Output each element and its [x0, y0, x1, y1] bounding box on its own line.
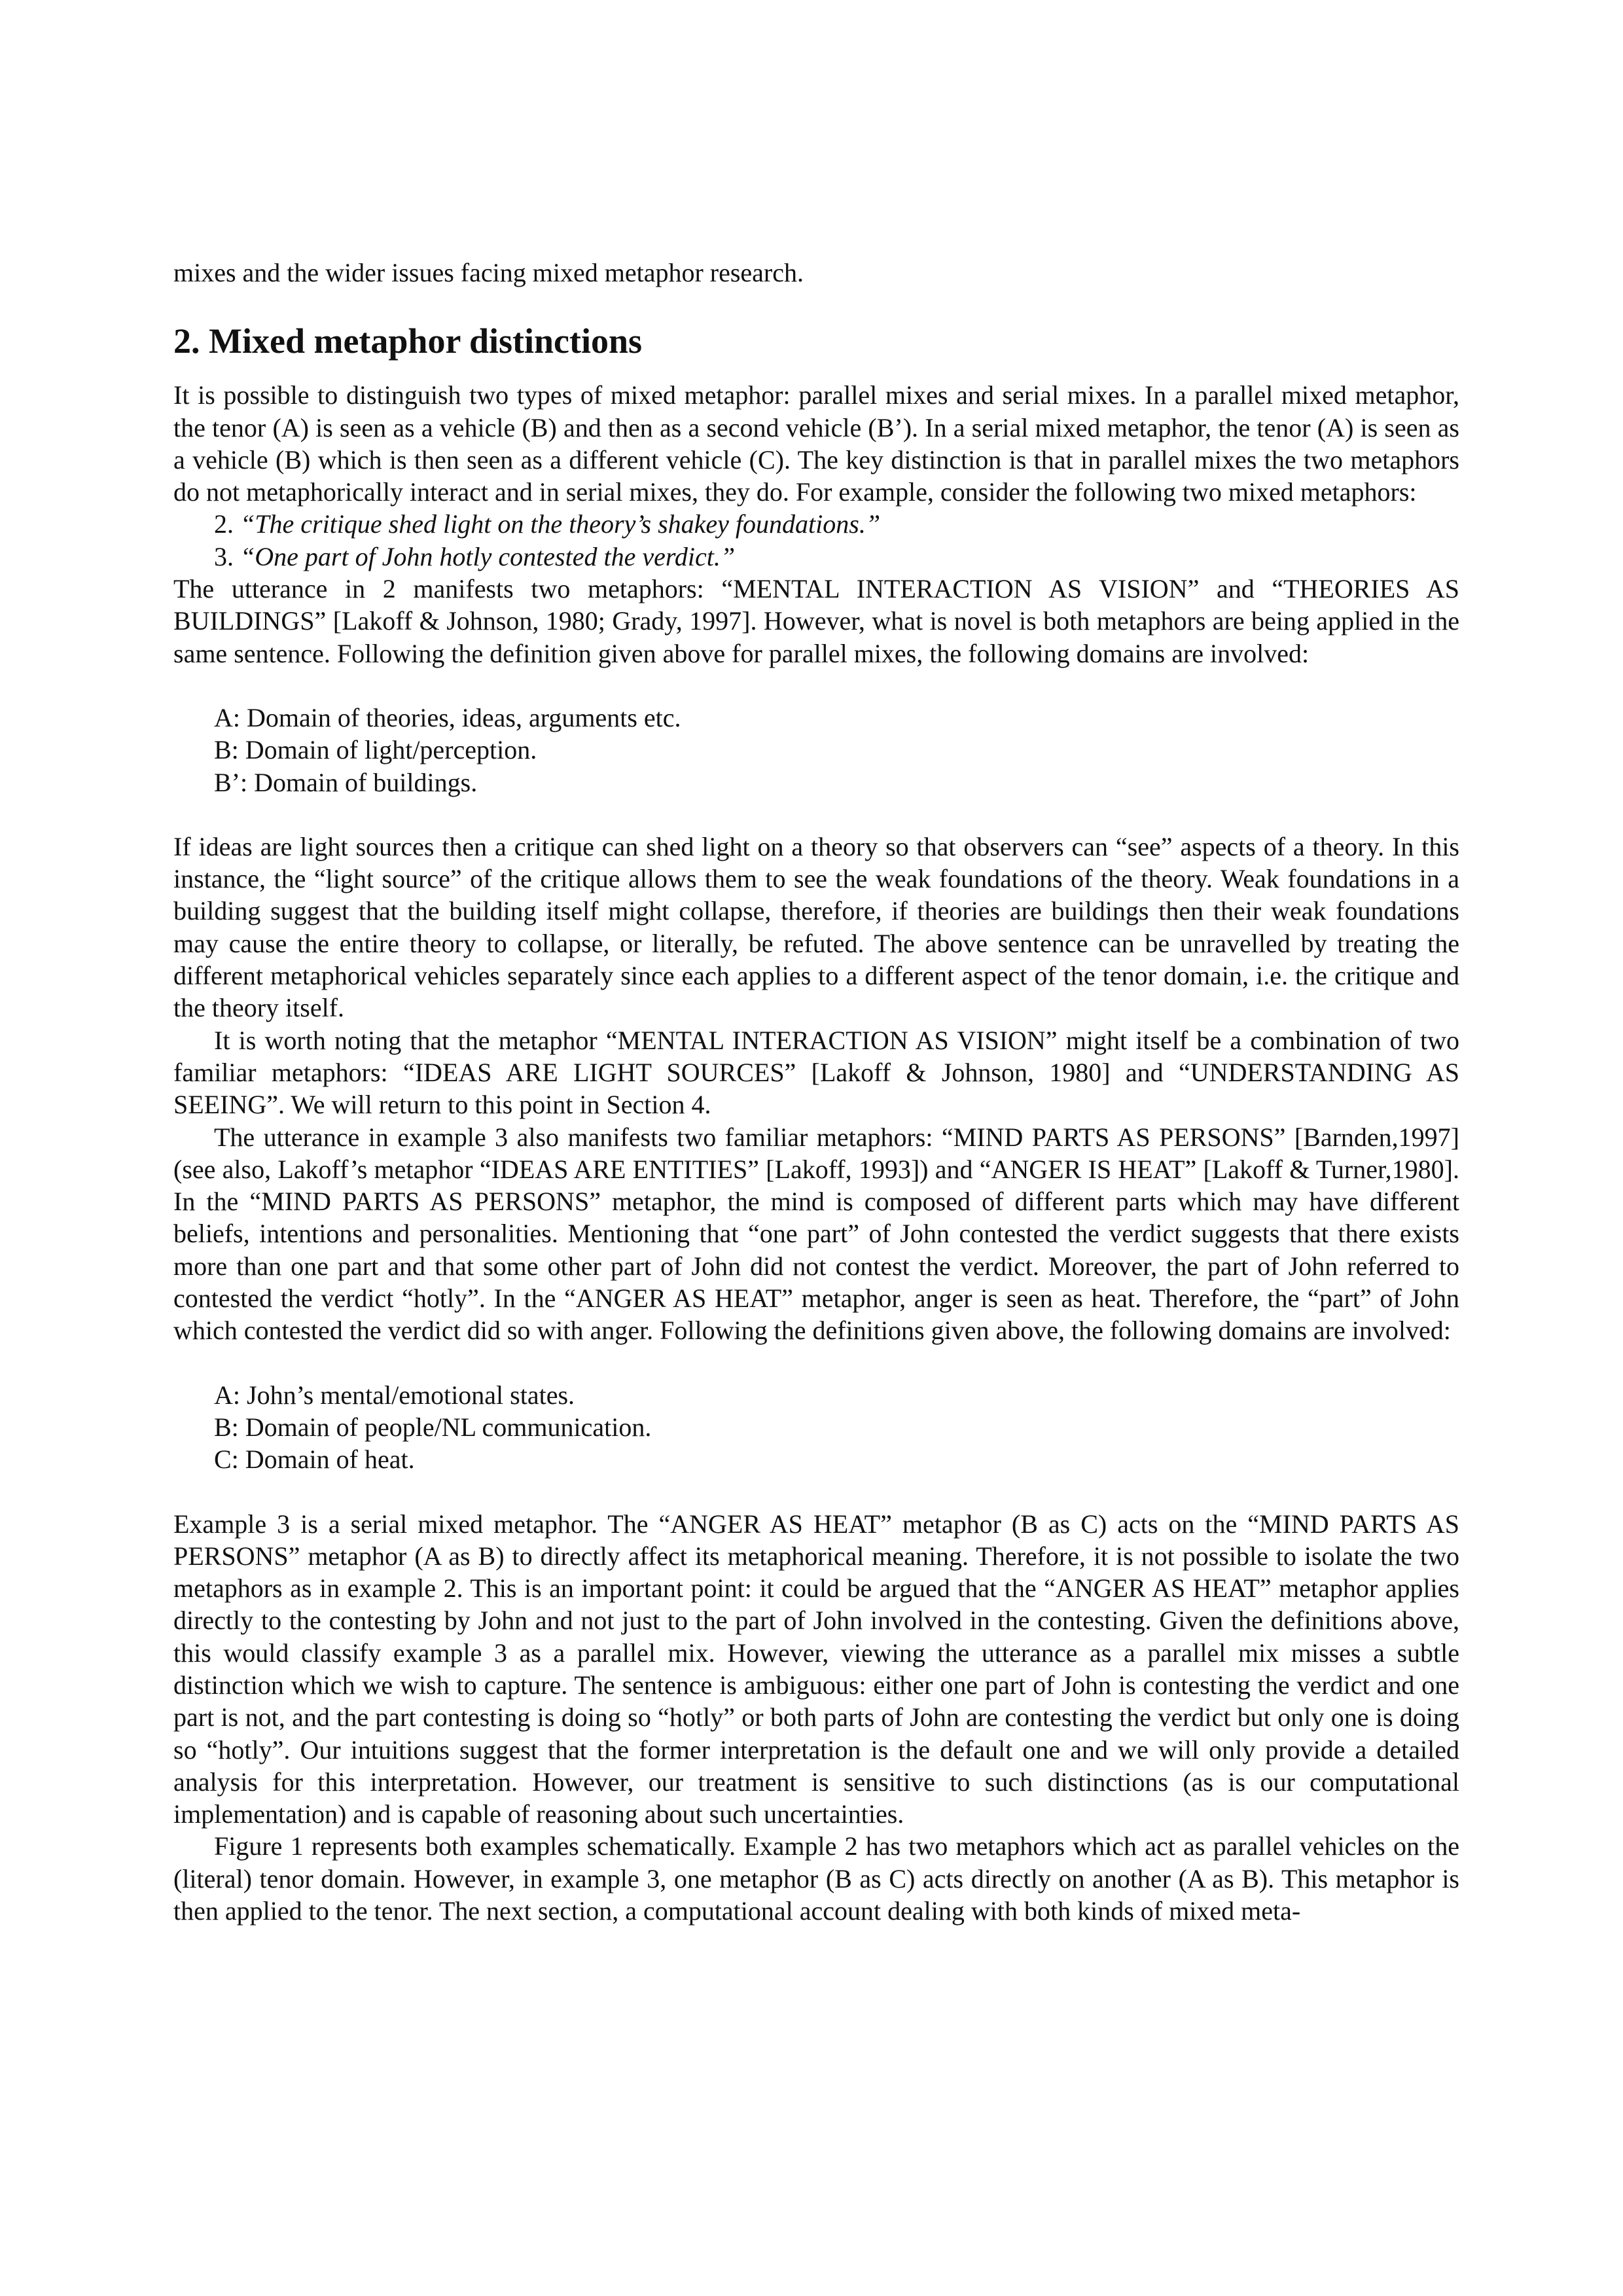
paragraph-utterance-3: The utterance in example 3 also manifests two familiar metaphors: “MIND PARTS AS PERSONS” [Barnden,1997] (see also, Lakoff’s metaphor “IDEAS ARE ENTITIES” [Lakoff, 1993]) and “ANGER IS HEAT” [Lakoff & Turner,1980]. In the “MIND PARTS AS PERSONS” metaphor, the mind is composed of different parts which may have different beliefs, intentions and personalities. Mentioning that “one part” of John contested the verdict suggests that there exists more than one part and that some other part of John did not contest the verdict. Moreover, the part of John referred to contested the verdict “hotly”. In the “ANGER AS HEAT” metaphor, anger is seen as heat. Therefore, the “part” of John which contested the verdict did so with anger. Following the definitions given above, the following domains are involved:: [173, 1122, 1459, 1346]
domain-item: B: Domain of people/NL communication.: [214, 1412, 652, 1442]
spacer: [173, 362, 1459, 379]
paragraph-utterance-2: The utterance in 2 manifests two metaphors: “MENTAL INTERACTION AS VISION” and “THEORIES AS BUILDINGS” [Lakoff & Johnson, 1980; Grady, 1997]. However, what is novel is both metaphors are being applied in the same sentence. Following the definition given above for parallel mixes, the following domains are involved:: [173, 574, 1459, 668]
paragraph-worth-noting: It is worth noting that the metaphor “MENTAL INTERACTION AS VISION” might itself be a combination of two familiar metaphors: “IDEAS ARE LIGHT SOURCES” [Lakoff & Johnson, 1980] and “UNDERSTANDING AS SEEING”. We will return to this point in Section 4.: [173, 1025, 1459, 1120]
spacer: [173, 1476, 1459, 1508]
section-heading: 2. Mixed metaphor distinctions: [173, 321, 643, 361]
domain-item: B: Domain of light/perception.: [214, 735, 537, 765]
domain-item: C: Domain of heat.: [214, 1444, 415, 1475]
intro-line: mixes and the wider issues facing mixed metaphor research.: [173, 258, 804, 287]
domain-list-example-3: [173, 1379, 1459, 1476]
spacer: [173, 1347, 1459, 1379]
example-sentence: “The critique shed light on the theory’s shakey foundations.”: [240, 509, 881, 539]
spacer: [173, 670, 1459, 702]
domain-item: A: John’s mental/emotional states.: [214, 1380, 575, 1410]
example-number: 3.: [214, 541, 234, 571]
domain-list-example-2: [173, 702, 1459, 798]
domain-item: A: Domain of theories, ideas, arguments etc.: [214, 702, 681, 732]
domain-item: B’: Domain of buildings.: [214, 767, 478, 797]
paragraph-figure-1: Figure 1 represents both examples schematically. Example 2 has two metaphors which act as parallel vehicles on the (literal) tenor domain. However, in example 3, one metaphor (B as C) acts directly on another (A as B). This metaphor is then applied to the tenor. The next section, a computational account dealing with both kinds of mixed meta-: [173, 1831, 1459, 1926]
paragraph-light-sources: If ideas are light sources then a critique can shed light on a theory so that observers can “see” aspects of a theory. In this instance, the “light source” of the critique allows them to see the weak foundations of the theory. Weak foundations in a building suggest that the building itself might collapse, therefore, if theories are buildings then their weak foundations may cause the entire theory to collapse, or literally, be refuted. The above sentence can be unravelled by treating the different metaphorical vehicles separately since each applies to a different aspect of the tenor domain, i.e. the critique and the theory itself.: [173, 831, 1459, 1023]
paragraph-types-of-mix: It is possible to distinguish two types of mixed metaphor: parallel mixes and serial mixes. In a parallel mixed metaphor, the tenor (A) is seen as a vehicle (B) and then as a second vehicle (B’). In a serial mixed metaphor, the tenor (A) is seen as a vehicle (B) which is then seen as a different vehicle (C). The key distinction is that in parallel mixes the two metaphors do not metaphorically interact and in serial mixes, they do. For example, consider the following two mixed metaphors:: [173, 380, 1459, 507]
page-body: [173, 257, 1459, 1927]
spacer: [173, 289, 1459, 320]
example-list: [173, 508, 1459, 573]
example-sentence: “One part of John hotly contested the verdict.”: [240, 541, 736, 571]
example-item: [214, 508, 1459, 540]
example-item: [214, 541, 1459, 573]
spacer: [173, 798, 1459, 831]
example-number: 2.: [214, 509, 234, 539]
paragraph-serial-mix: Example 3 is a serial mixed metaphor. The “ANGER AS HEAT” metaphor (B as C) acts on the “MIND PARTS AS PERSONS” metaphor (A as B) to directly affect its metaphorical meaning. Therefore, it is not possible to isolate the two metaphors as in example 2. This is an important point: it could be argued that the “ANGER AS HEAT” metaphor applies directly to the contesting by John and not just to the part of John involved in the contesting. Given the definitions above, this would classify example 3 as a parallel mix. However, viewing the utterance as a parallel mix misses a subtle distinction which we wish to capture. The sentence is ambiguous: either one part of John is contesting the verdict and one part is not, and the part contesting is doing so “hotly” or both parts of John are contesting the verdict but only one is doing so “hotly”. Our intuitions suggest that the former interpretation is the default one and we will only provide a detailed analysis for this interpretation. However, our treatment is sensitive to such distinctions (as is our computational implementation) and is capable of reasoning about such uncertainties.: [173, 1509, 1459, 1829]
